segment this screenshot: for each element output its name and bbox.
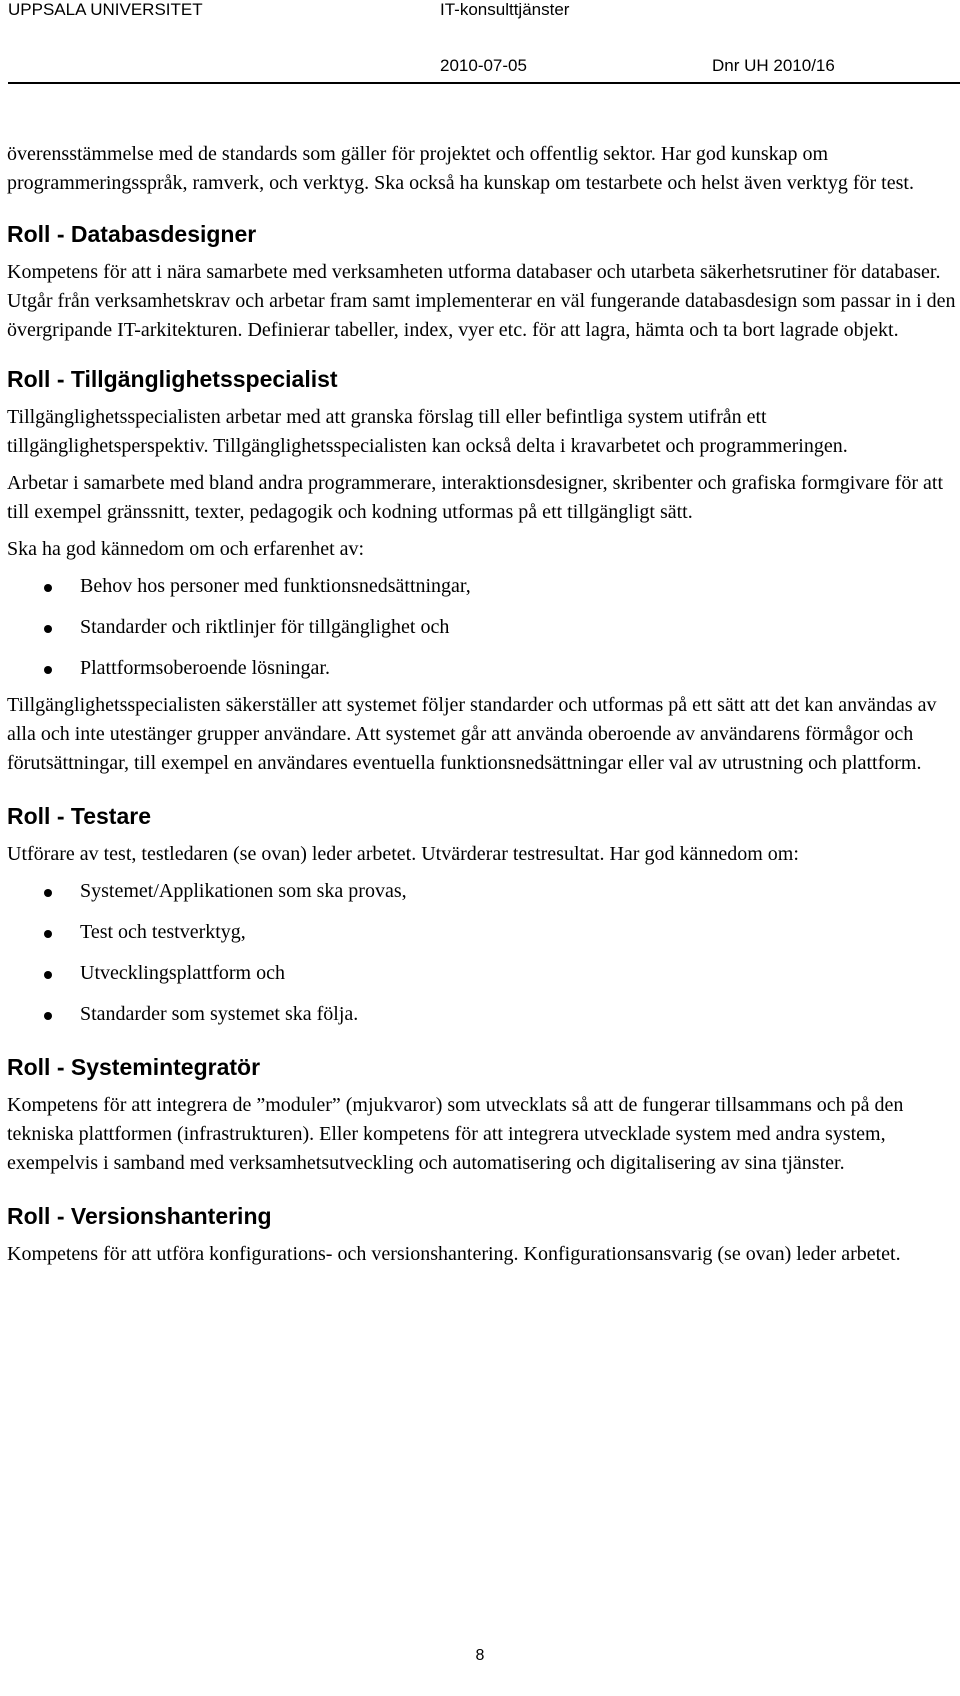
list-item: Utvecklingsplattform och bbox=[7, 959, 959, 988]
list-item: Standarder som systemet ska följa. bbox=[7, 1000, 959, 1029]
bullet-icon bbox=[44, 1012, 52, 1020]
document-body bbox=[7, 140, 959, 1277]
bullet-icon bbox=[44, 971, 52, 979]
heading-versionshantering: Roll - Versionshantering bbox=[7, 1203, 272, 1229]
heading-systemintegrator: Roll - Systemintegratör bbox=[7, 1054, 261, 1080]
testare-list bbox=[7, 877, 959, 1029]
tillganglighet-paragraph-3: Tillgänglighetsspecialisten säkerställer att systemet följer standarder och utformas på ett sätt att det kan användas av alla och inte utestänger grupper användare. Att systemet går att använda oberoende av användarens förmågor och förutsättningar, till exempel en användares eventuella funktionsnedsättningar eller val av utrustning och plattform. bbox=[7, 694, 937, 774]
list-item: Test och testverktyg, bbox=[7, 918, 959, 947]
tillganglighet-list bbox=[7, 572, 959, 683]
bullet-icon bbox=[44, 584, 52, 592]
header-institution: UPPSALA UNIVERSITET bbox=[8, 0, 203, 19]
heading-tillganglighetsspecialist: Roll - Tillgänglighetsspecialist bbox=[7, 366, 338, 392]
header-date: 2010-07-05 bbox=[440, 56, 527, 75]
page-number: 8 bbox=[475, 1647, 485, 1664]
list-item: Systemet/Applikationen som ska provas, bbox=[7, 877, 959, 906]
bullet-icon bbox=[44, 930, 52, 938]
intro-paragraph: överensstämmelse med de standards som gäller för projektet och offentlig sektor. Har god kunskap om programmeringsspråk, ramverk, och verktyg. Ska också ha kunskap om testarbete och helst även verktyg för test. bbox=[7, 143, 914, 194]
header-divider bbox=[8, 82, 960, 84]
list-item: Standarder och riktlinjer för tillgänglighet och bbox=[7, 613, 959, 642]
heading-testare: Roll - Testare bbox=[7, 803, 151, 829]
tillganglighet-paragraph-1: Tillgänglighetsspecialisten arbetar med att granska förslag till eller befintliga system utifrån ett tillgänglighetsperspektiv. Tillgänglighetsspecialisten kan också delta i kravarbetet och programmeringen. bbox=[7, 406, 848, 457]
databasdesigner-paragraph: Kompetens för att i nära samarbete med verksamheten utforma databaser och utarbeta säkerhetsrutiner för databaser. Utgår från verksamhetskrav och arbetar fram samt implementerar en väl fungerande databasdesign som passar in i den övergripande IT-arkitekturen. Definierar tabeller, index, vyer etc. för att lagra, hämta och ta bort lagrade objekt. bbox=[7, 261, 956, 341]
bullet-icon bbox=[44, 625, 52, 633]
tillganglighet-list-intro: Ska ha god kännedom om och erfarenhet av: bbox=[7, 538, 365, 560]
list-item: Plattformsoberoende lösningar. bbox=[7, 654, 959, 683]
bullet-icon bbox=[44, 666, 52, 674]
bullet-icon bbox=[44, 889, 52, 897]
list-item: Behov hos personer med funktionsnedsättningar, bbox=[7, 572, 959, 601]
systemintegrator-paragraph: Kompetens för att integrera de ”moduler” (mjukvaror) som utvecklats så att de fungerar tillsammans och på den tekniska plattformen (infrastrukturen). Eller kompetens för att integrera utvecklade system med andra system, exempelvis i samband med verksamhetsutveckling och automatisering och digitalisering av sina tjänster. bbox=[7, 1094, 904, 1174]
header-department: IT-konsulttjänster bbox=[440, 0, 570, 19]
versionshantering-paragraph: Kompetens för att utföra konfigurations- och versionshantering. Konfigurationsansvarig (se ovan) leder arbetet. bbox=[7, 1243, 901, 1265]
heading-databasdesigner: Roll - Databasdesigner bbox=[7, 221, 257, 247]
testare-paragraph: Utförare av test, testledaren (se ovan) leder arbetet. Utvärderar testresultat. Har god kännedom om: bbox=[7, 843, 799, 865]
header-reference: Dnr UH 2010/16 bbox=[712, 56, 835, 75]
tillganglighet-paragraph-2: Arbetar i samarbete med bland andra programmerare, interaktionsdesigner, skribenter och grafiska formgivare för att till exempel gränssnitt, texter, pedagogik och kodning utformas på ett tillgängligt sätt. bbox=[7, 472, 944, 523]
